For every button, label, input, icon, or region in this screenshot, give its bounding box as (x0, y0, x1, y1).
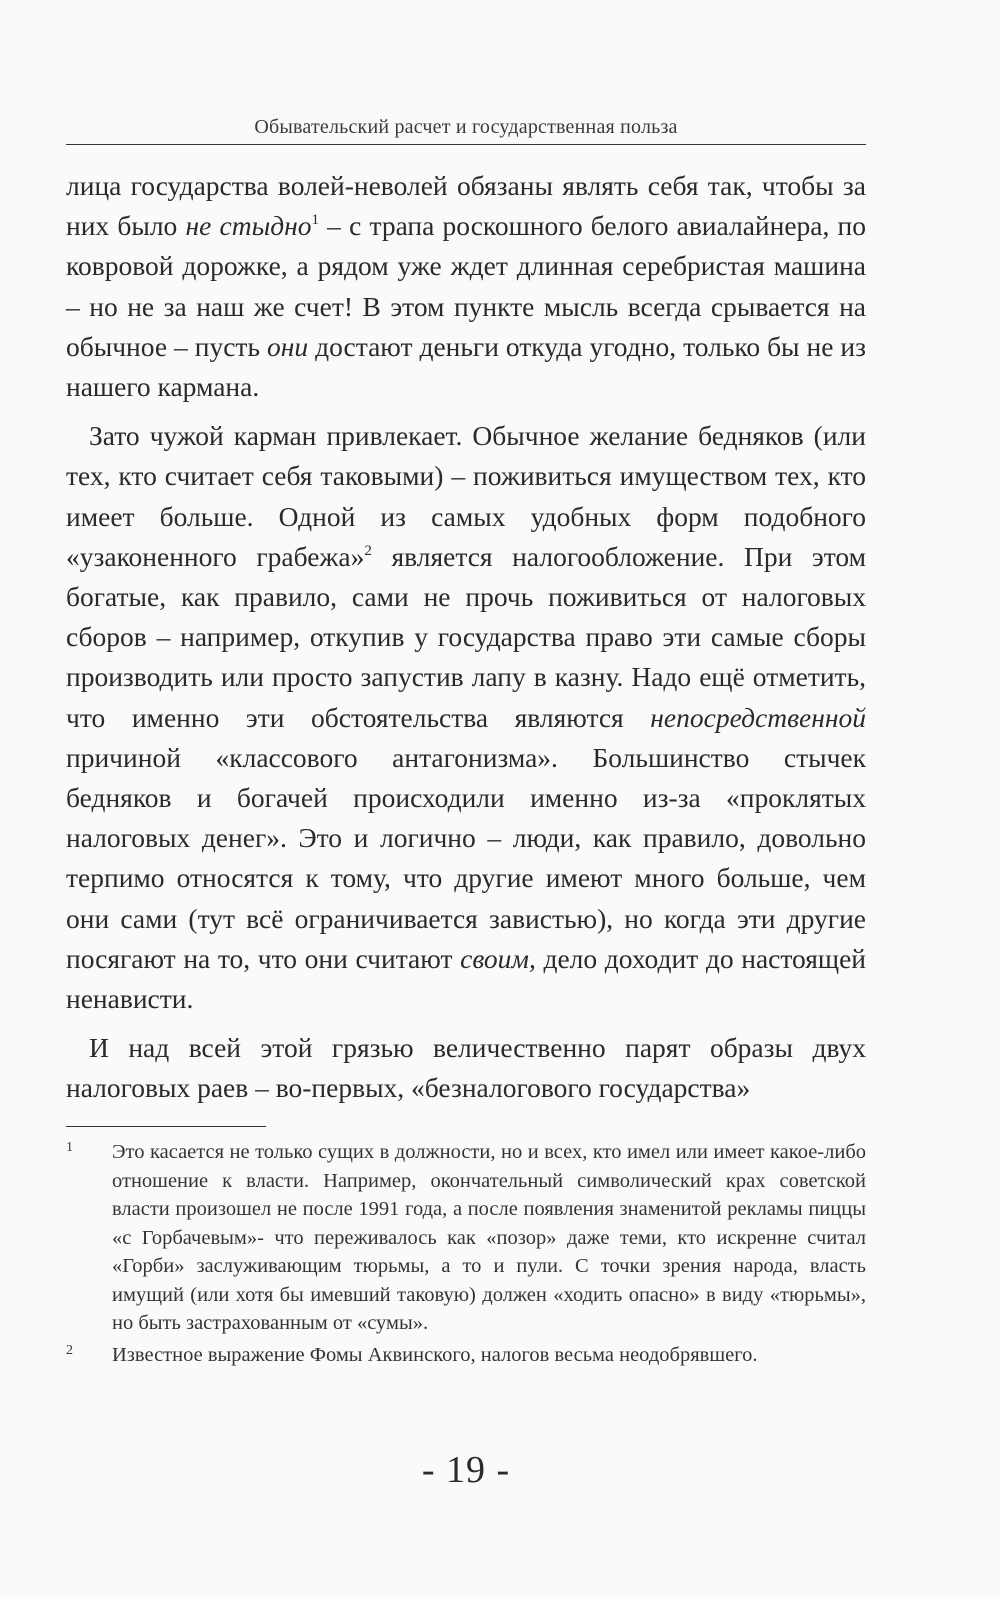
text-run: лица государства волей-неволей обязаны являть себя так, чтобы за них было (66, 170, 866, 242)
text-run: достают деньги откуда угодно, только бы не из нашего кармана. (66, 330, 866, 403)
running-header: Обывательский расчет и государственная польза (254, 116, 678, 138)
footnote-ref-2: 2 (364, 542, 372, 559)
emphasis: своим, (460, 942, 536, 974)
header-rule (66, 144, 866, 145)
footnote-ref-1: 1 (311, 212, 319, 229)
emphasis: не стыдно (185, 210, 312, 242)
footnote-text: Это касается не только сущих в должности, но и всех, кто имел или имеет какое-либо отношение к власти. Например, окончательный символический крах советской власти произошел не после 1991 года, а после появления знаменитой рекламы пиццы «с Горбачевым»- что переживалось как «позор» даже теми, кто искренне считал «Горби» заслуживающим тюрьмы, а то и пули. С точки зрения народа, власть имущий (или хотя бы имевший таковую) должен «ходить опасно» в виду «тюрьмы», но быть застрахованным от «сумы». (112, 1141, 866, 1334)
page-number: - 19 - (421, 1449, 511, 1491)
footnote-text: Известное выражение Фомы Аквинского, налогов весьма неодобрявшего. (112, 1343, 758, 1366)
emphasis: непосредственной (650, 701, 866, 733)
footnote-rule (66, 1126, 266, 1127)
footnote-marker: 2 (66, 1342, 73, 1358)
paragraph-1 (66, 166, 866, 407)
footnote-1 (66, 1138, 866, 1338)
text-run: дело доходит до настоящей ненависти. (66, 942, 866, 1015)
text-run: И над всей этой грязью величественно парят образы двух налоговых раев – во-первых, «безналогового государства» (66, 1032, 866, 1104)
emphasis: они (266, 330, 309, 362)
footnote-marker: 1 (66, 1140, 73, 1155)
text-run: причиной «классового антагонизма». Большинство стычек бедняков и богачей происходили именно из-за «проклятых налоговых денег». Это и логично – люди, как правило, довольно терпимо относятся к тому, что другие имеют много больше, чем они сами (тут всё ограничивается завистью), но когда эти другие посягают на то, что они считают (66, 741, 866, 974)
footnotes (66, 1138, 866, 1369)
footnote-2 (66, 1341, 866, 1370)
paragraph-3 (66, 1028, 866, 1108)
text-run: – с трапа роскошного белого авиалайнера, по ковровой дорожке, а рядом уже ждет длинная серебристая машина – но не за наш же счет! В этом пункте мысль всегда срывается на обычное – пусть (66, 210, 867, 362)
main-text (66, 166, 866, 1109)
paragraph-2 (66, 416, 866, 1019)
text-run: является налогообложение. При этом богатые, как правило, сами не прочь поживиться от налоговых сборов – например, откупив у государства право эти самые сборы производить или просто запустив лапу в казну. Надо ещё отметить, что именно эти обстоятельства являются (66, 540, 867, 733)
text-run: Зато чужой карман привлекает. Обычное желание бедняков (или тех, кто считает себя таковыми) – поживиться имуществом тех, кто имеет больше. Одной из самых удобных форм подобного «узаконенного грабежа» (66, 420, 866, 572)
